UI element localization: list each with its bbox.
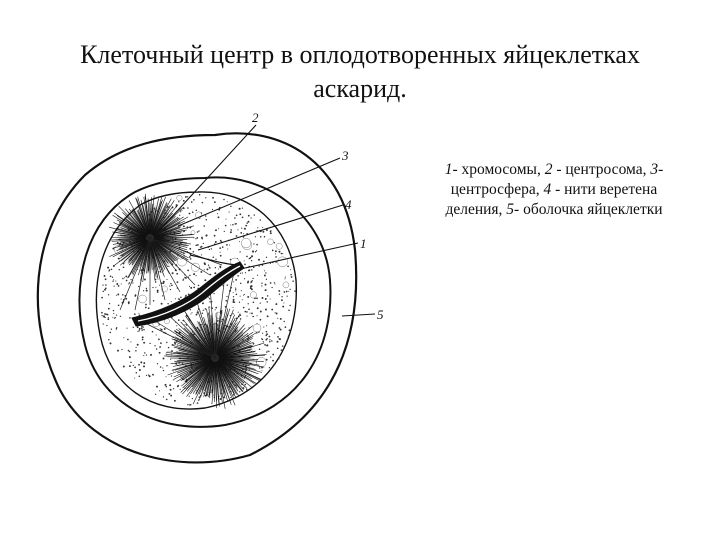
- leader-line-5: [342, 314, 375, 316]
- label-4: 4: [345, 197, 352, 212]
- caption-num-4: 4: [543, 181, 552, 198]
- label-1: 1: [360, 236, 367, 251]
- caption-num-3: 3: [650, 161, 659, 178]
- caption-num-1: 1: [444, 161, 453, 178]
- label-2: 2: [252, 110, 259, 125]
- label-5: 5: [377, 307, 384, 322]
- label-3: 3: [342, 148, 349, 163]
- caption-line-2: центросфера, 4 - нити веретена: [450, 181, 658, 198]
- caption-num-5: 5: [506, 201, 515, 218]
- caption-line-3: деления, 5- оболочка яйцеклетки: [445, 201, 663, 218]
- caption-line-1: 1- хромосомы, 2 - центросома, 3-: [444, 161, 664, 178]
- title-line-2: аскарид.: [313, 74, 407, 103]
- title-line-1: Клеточный центр в оплодотворенных яйцеклетках: [80, 40, 640, 69]
- caption-num-2: 2: [544, 161, 553, 178]
